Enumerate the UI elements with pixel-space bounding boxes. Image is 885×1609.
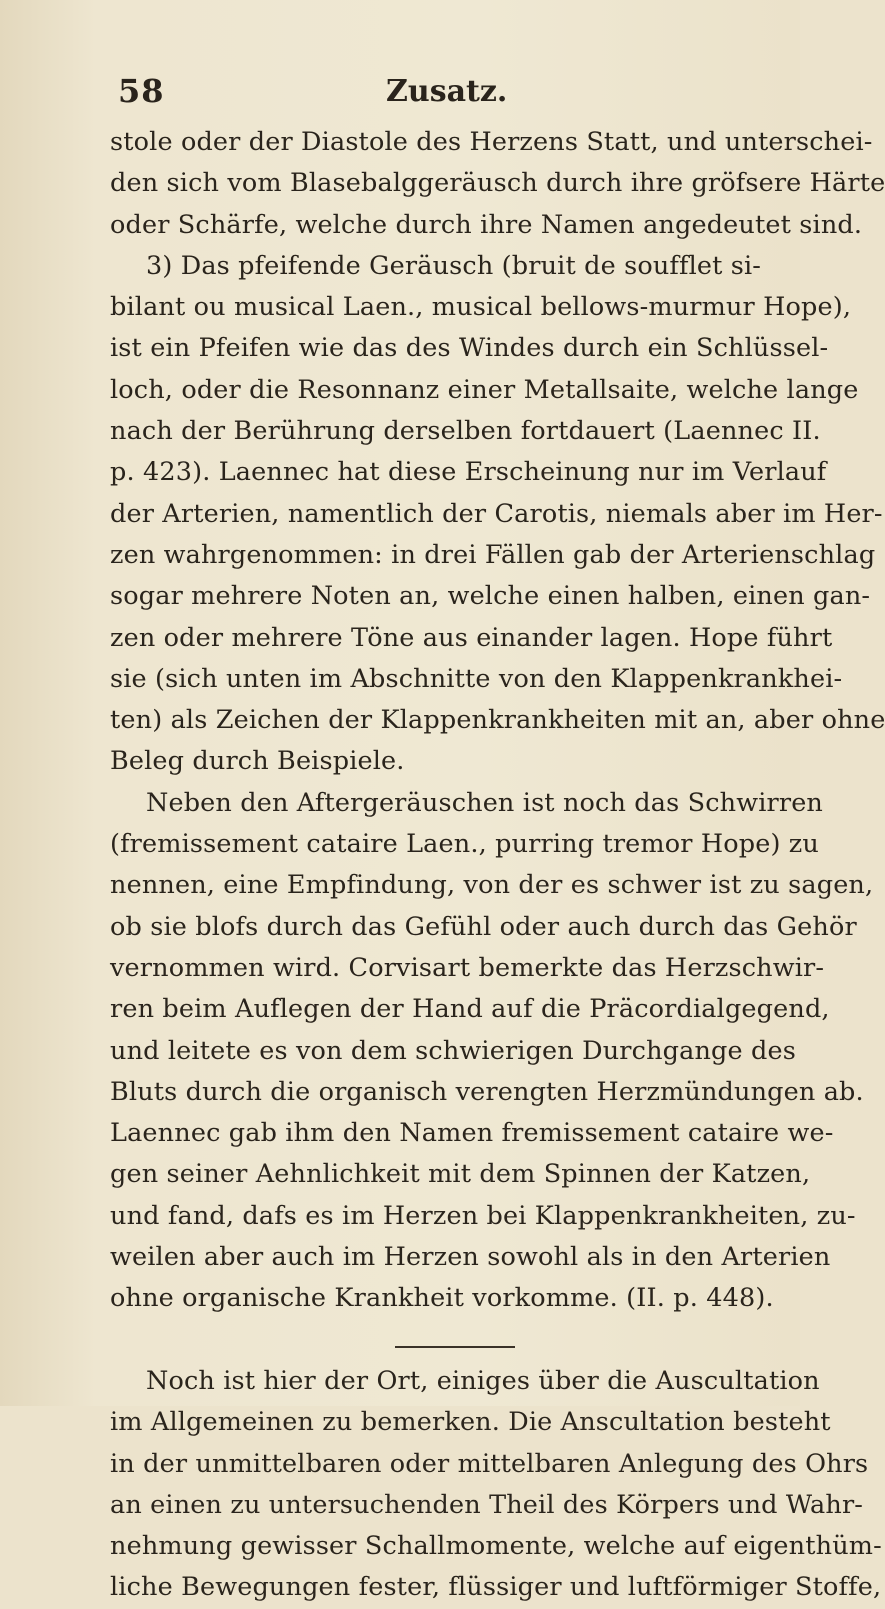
text-line: und fand, dafs es im Herzen bei Klappenkrankheiten, zu- bbox=[110, 1200, 856, 1231]
text-line: zen wahrgenommen: in drei Fällen gab der Arterienschlag bbox=[110, 539, 876, 570]
text-line: Noch ist hier der Ort, einiges über die Auscultation bbox=[146, 1365, 820, 1396]
text-line: ren beim Auflegen der Hand auf die Präcordialgegend, bbox=[110, 994, 830, 1025]
text-line: Laennec gab ihm den Namen fremissement cataire we- bbox=[110, 1118, 834, 1149]
text-line: oder Schärfe, welche durch ihre Namen angedeutet sind. bbox=[110, 209, 863, 240]
text-line: ob sie blofs durch das Gefühl oder auch durch das Gehör bbox=[110, 911, 857, 942]
section-divider bbox=[110, 1320, 796, 1361]
text-line: den sich vom Blasebalggeräusch durch ihre gröfsere Härte bbox=[110, 168, 885, 199]
text-line: sogar mehrere Noten an, welche einen halben, einen gan- bbox=[110, 581, 871, 612]
text-line: nach der Berührung derselben fortdauert (Laennec II. bbox=[110, 416, 821, 447]
text-line: sie (sich unten im Abschnitte von den Klappenkrankhei- bbox=[110, 663, 843, 694]
text-line: liche Bewegungen fester, flüssiger und luftförmiger Stoffe, bbox=[110, 1572, 882, 1603]
text-line: Beleg durch Beispiele. bbox=[110, 746, 405, 777]
text-line: loch, oder die Resonnanz einer Metallsaite, welche lange bbox=[110, 374, 859, 405]
text-line: nennen, eine Empfindung, von der es schwer ist zu sagen, bbox=[110, 870, 874, 901]
text-line: stole oder der Diastole des Herzens Statt, und unterschei- bbox=[110, 127, 873, 157]
text-line: Bluts durch die organisch verengten Herzmündungen ab. bbox=[110, 1076, 864, 1107]
text-line: an einen zu untersuchenden Theil des Körpers und Wahr- bbox=[110, 1489, 864, 1520]
text-line: ohne organische Krankheit vorkomme. (II. p. 448). bbox=[110, 1283, 774, 1314]
divider-rule bbox=[395, 1346, 515, 1348]
text-line: bilant ou musical Laen., musical bellows-murmur Hope), bbox=[110, 292, 852, 323]
body-text bbox=[110, 122, 885, 1609]
text-line: im Allgemeinen zu bemerken. Die Anscultation besteht bbox=[110, 1407, 831, 1438]
text-line: gen seiner Aehnlichkeit mit dem Spinnen der Katzen, bbox=[110, 1159, 811, 1190]
text-line: vernommen wird. Corvisart bemerkte das Herzschwir- bbox=[110, 952, 825, 983]
page-number: 58 bbox=[118, 72, 165, 110]
text-line: weilen aber auch im Herzen sowohl als in den Arterien bbox=[110, 1242, 831, 1273]
text-line: und leitete es von dem schwierigen Durchgange des bbox=[110, 1035, 796, 1066]
page-header bbox=[118, 72, 718, 112]
text-line: zen oder mehrere Töne aus einander lagen. Hope führt bbox=[110, 622, 833, 653]
text-line: ten) als Zeichen der Klappenkrankheiten mit an, aber ohne bbox=[110, 705, 885, 736]
text-line: p. 423). Laennec hat diese Erscheinung nur im Verlauf bbox=[110, 457, 827, 488]
text-line: ist ein Pfeifen wie das des Windes durch ein Schlüssel- bbox=[110, 333, 829, 364]
text-line: Neben den Aftergeräuschen ist noch das Schwirren bbox=[146, 787, 824, 818]
text-line: (fremissement cataire Laen., purring tremor Hope) zu bbox=[110, 829, 819, 860]
text-line: der Arterien, namentlich der Carotis, niemals aber im Her- bbox=[110, 498, 883, 529]
text-line: in der unmittelbaren oder mittelbaren Anlegung des Ohrs bbox=[110, 1448, 869, 1479]
text-line: 3) Das pfeifende Geräusch (bruit de soufflet si- bbox=[146, 250, 762, 281]
text-line: nehmung gewisser Schallmomente, welche auf eigenthüm- bbox=[110, 1531, 882, 1562]
running-head: Zusatz. bbox=[386, 74, 508, 109]
